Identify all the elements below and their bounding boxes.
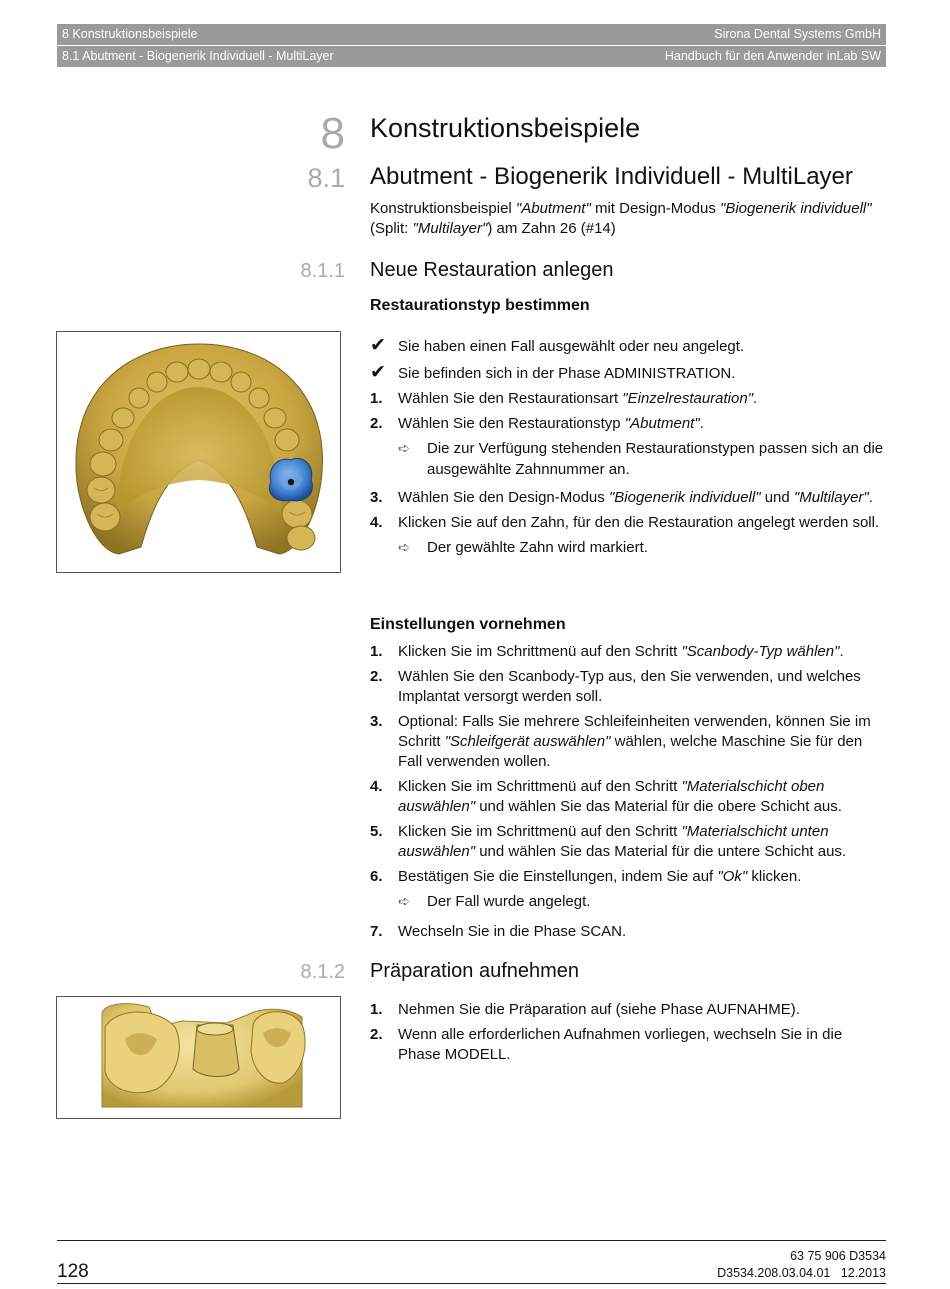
running-header-section [57,46,886,67]
block-heading-restaurationstyp: Restaurationstyp bestimmen [370,297,590,314]
list-item: 2. Wählen Sie den Restaurationstyp "Abutment". [370,415,704,432]
list-item: 4. Klicken Sie auf den Zahn, für den die Restauration angelegt werden soll. [370,514,880,531]
chapter-title: Konstruktionsbeispiele [370,113,641,143]
result-item: ➪ Der gewählte Zahn wird markiert. [398,539,648,556]
footer-rule-top [57,1240,886,1241]
praeparation-steps [370,1000,886,1065]
list-item: 7. Wechseln Sie in die Phase SCAN. [370,923,627,940]
section-number: 8.1 [307,163,345,193]
section-title: Abutment - Biogenerik Individuell - MultiLayer [370,163,853,190]
preparation-scan-image [57,997,340,1118]
result-arrow-icon: ➪ [398,893,410,909]
dental-model-figure [56,331,341,573]
checkmark-icon: ✔ [370,362,386,383]
header-company: Sirona Dental Systems GmbH [714,27,881,41]
list-item: 5. Klicken Sie im Schrittmenü auf den Schritt "Materialschicht unten auswählen" und wählen Sie das Material für die untere Schicht aus. [370,823,847,860]
list-item: 3. Optional: Falls Sie mehrere Schleifeinheiten verwenden, können Sie im Schritt "Schleifgerät auswählen" wählen, welche Maschine Sie für den Fall verwenden wollen. [370,713,871,770]
subsection-title: Präparation aufnehmen [370,960,580,982]
page-number: 128 [57,1261,89,1282]
header-section: 8.1 Abutment - Biogenerik Individuell - MultiLayer [62,49,334,63]
list-item: ✔ Sie haben einen Fall ausgewählt oder neu angelegt. [370,335,745,356]
result-arrow-icon: ➪ [398,440,410,456]
list-item: 1. Nehmen Sie die Präparation auf (siehe Phase AUFNAHME). [370,1001,800,1018]
list-item: 1. Klicken Sie im Schrittmenü auf den Schritt "Scanbody-Typ wählen". [370,643,844,660]
list-item: 1. Wählen Sie den Restaurationsart "Einzelrestauration". [370,390,758,407]
running-header-chapter [57,24,886,45]
list-item: 2. Wählen Sie den Scanbody-Typ aus, den Sie verwenden, und welches Implantat versorgt werden soll. [370,668,861,705]
list-item: 6. Bestätigen Sie die Einstellungen, indem Sie auf "Ok" klicken. [370,868,802,885]
header-manual: Handbuch für den Anwender inLab SW [664,49,881,63]
list-item: 3. Wählen Sie den Design-Modus "Biogenerik individuell" und "Multilayer". [370,489,873,506]
list-item: 4. Klicken Sie im Schrittmenü auf den Schritt "Materialschicht oben auswählen" und wählen Sie das Material für die obere Schicht aus. [370,778,842,815]
subsection-number: 8.1.2 [300,961,345,983]
upper-jaw-model-image [57,332,340,572]
doc-revision: D3534.208.03.04.01 12.2013 [717,1266,886,1280]
einstellungen-steps [370,642,886,942]
footer-rule-bottom [57,1283,886,1284]
restaurationstyp-steps [370,337,886,558]
doc-order-number: 63 75 906 D3534 [790,1249,886,1263]
result-item: ➪ Die zur Verfügung stehenden Restaurationstypen passen sich an die ausgewählte Zahnnummer an. [398,440,884,478]
chapter-number: 8 [320,109,345,158]
list-item: 2. Wenn alle erforderlichen Aufnahmen vorliegen, wechseln Sie in die Phase MODELL. [370,1026,843,1063]
header-chapter: 8 Konstruktionsbeispiele [62,27,198,41]
checkmark-icon: ✔ [370,335,386,356]
subsection-number: 8.1.1 [300,260,345,282]
result-item: ➪ Der Fall wurde angelegt. [398,893,591,910]
preparation-scan-figure [56,996,341,1119]
block-heading-einstellungen: Einstellungen vornehmen [370,616,566,633]
subsection-title: Neue Restauration anlegen [370,259,614,281]
section-intro: Konstruktionsbeispiel "Abutment" mit Design-Modus "Biogenerik individuell" (Split: "Multilayer") am Zahn 26 (#14) [370,200,872,237]
list-item: ✔ Sie befinden sich in der Phase ADMINISTRATION. [370,362,736,383]
result-arrow-icon: ➪ [398,539,410,555]
